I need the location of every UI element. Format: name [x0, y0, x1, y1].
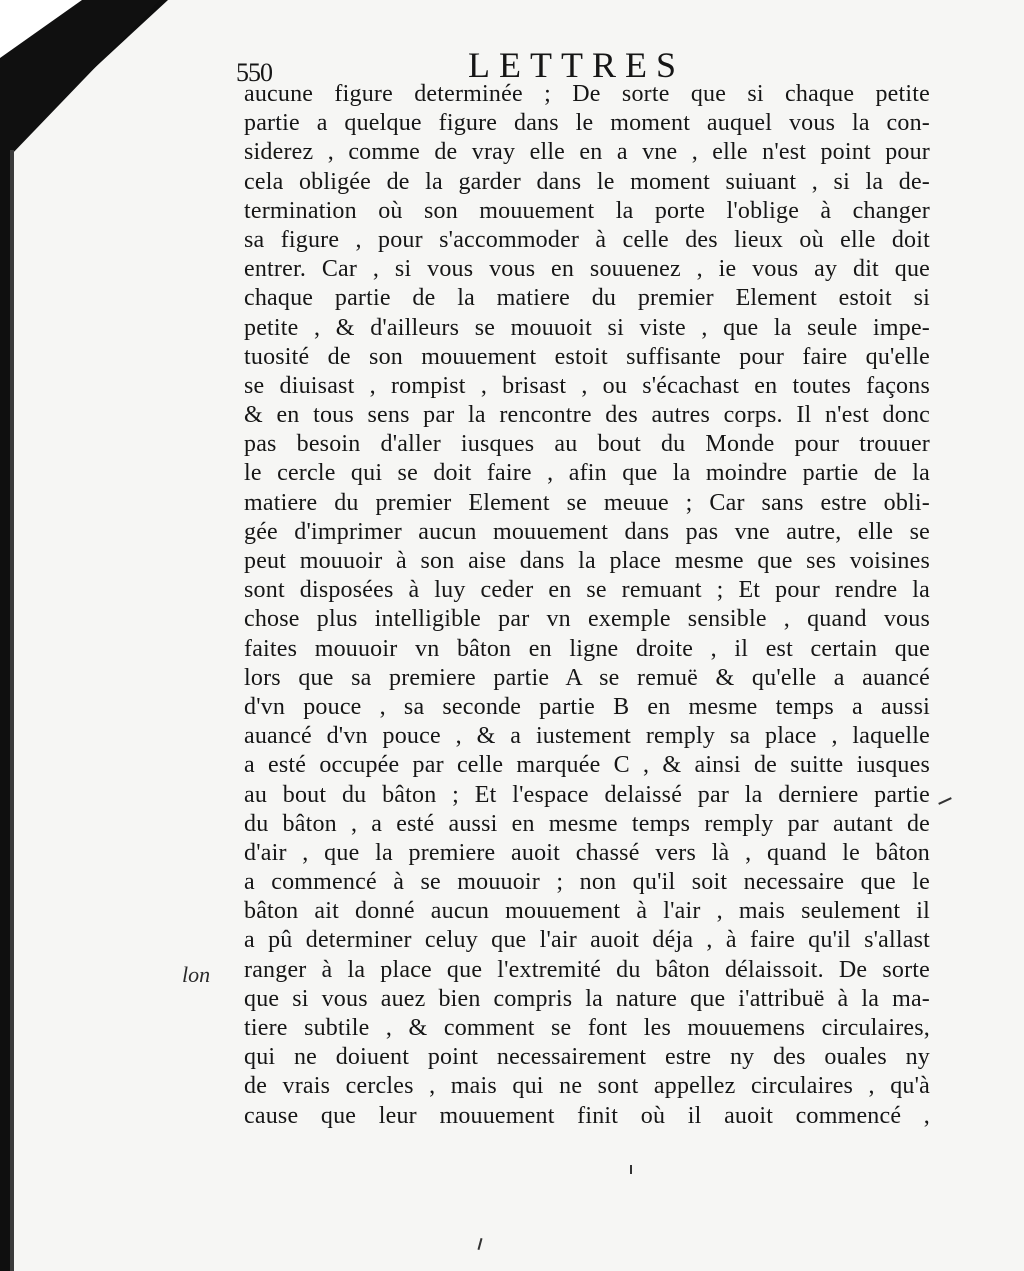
text-line: cause que leur mouuement finit où il auoit commencé ,	[244, 1102, 930, 1129]
text-line: entrer. Car , si vous vous en souuenez , ie vous ay dit que	[244, 256, 930, 283]
text-line: le cercle qui se doit faire , afin que la moindre partie de la	[244, 460, 930, 487]
text-line: se diuisast , rompist , brisast , ou s'écachast en toutes façons	[244, 372, 930, 399]
text-line: siderez , comme de vray elle en a vne , elle n'est point pour	[244, 139, 930, 166]
text-line: faites mouuoir vn bâton en ligne droite , il est certain que	[244, 635, 930, 662]
text-line: peut mouuoir à son aise dans la place mesme que ses voisines	[244, 548, 930, 574]
text-line: cela obligée de la garder dans le moment suiuant , si la de-	[244, 168, 930, 195]
text-line: & en tous sens par la rencontre des autres corps. Il n'est donc	[244, 402, 930, 429]
text-line: d'vn pouce , sa seconde partie B en mesme temps a aussi	[244, 693, 930, 720]
stray-mark	[630, 1165, 632, 1174]
text-line: petite , & d'ailleurs se mouuoit si viste , que la seule impe-	[244, 314, 930, 341]
text-line: du bâton , a esté aussi en mesme temps remply par autant de	[244, 810, 930, 837]
text-line: chose plus intelligible par vn exemple sensible , quand vous	[244, 606, 930, 633]
text-line: d'air , que la premiere auoit chassé vers là , quand le bâton	[244, 839, 930, 866]
page-number: 550	[236, 58, 272, 87]
text-line: qui ne doiuent point necessairement estre ny des ouales ny	[244, 1044, 930, 1071]
margin-annotation: lon	[182, 962, 211, 987]
body-text	[244, 80, 930, 1131]
text-line: sont disposées à luy ceder en se remuant ; Et pour rendre la	[244, 577, 930, 604]
text-line: au bout du bâton ; Et l'espace delaissé par la derniere partie	[244, 781, 930, 808]
text-line: tuosité de son mouuement estoit suffisante pour faire qu'elle	[244, 343, 930, 370]
text-line: a commencé à se mouuoir ; non qu'il soit necessaire que le	[244, 869, 930, 896]
text-line: sa figure , pour s'accommoder à celle des lieux où elle doit	[244, 226, 930, 253]
text-line: matiere du premier Element se meuue ; Car sans estre obli-	[244, 489, 930, 516]
text-line: a esté occupée par celle marquée C , & ainsi de suitte iusques	[244, 752, 930, 779]
text-line: a pû determiner celuy que l'air auoit déja , à faire qu'il s'allast	[244, 927, 930, 954]
text-line: aucune figure determinée ; De sorte que si chaque petite	[244, 81, 930, 107]
text-line: pas besoin d'aller iusques au bout du Monde pour trouuer	[244, 431, 930, 458]
text-line: partie a quelque figure dans le moment auquel vous la con-	[244, 110, 930, 137]
text-line: ranger à la place que l'extremité du bâton délaissoit. De sorte	[244, 956, 930, 983]
running-title: LETTRES	[468, 45, 685, 85]
text-line: termination où son mouuement la porte l'oblige à changer	[244, 197, 930, 224]
text-line: bâton ait donné aucun mouuement à l'air , mais seulement il	[244, 898, 930, 925]
text-line: que si vous auez bien compris la nature que i'attribuë à la ma-	[244, 985, 930, 1012]
text-line: chaque partie de la matiere du premier Element estoit si	[244, 285, 930, 312]
text-line: gée d'imprimer aucun mouuement dans pas vne autre, elle se	[244, 518, 930, 545]
text-line: lors que sa premiere partie A se remuë & qu'elle a auancé	[244, 664, 930, 691]
text-line: de vrais cercles , mais qui ne sont appellez circulaires , qu'à	[244, 1073, 930, 1100]
text-line: auancé d'vn pouce , & a iustement remply sa place , laquelle	[244, 723, 930, 750]
text-line: tiere subtile , & comment se font les mouuemens circulaires,	[244, 1015, 930, 1041]
